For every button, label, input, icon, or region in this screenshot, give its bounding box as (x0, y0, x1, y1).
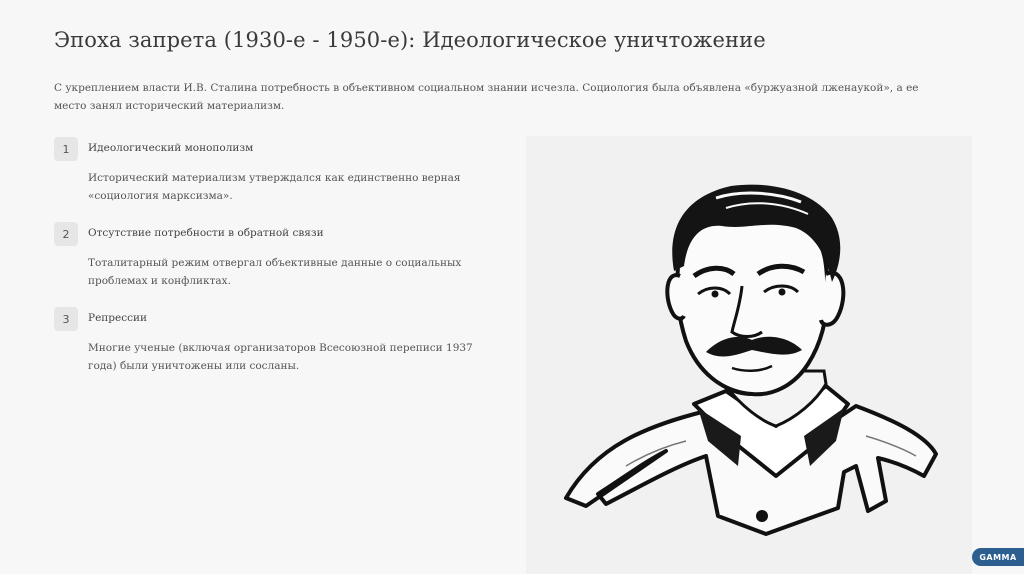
item-number-badge: 2 (54, 222, 78, 246)
list-item-1 (54, 137, 494, 207)
item-heading: Отсутствие потребности в обратной связи (88, 227, 324, 239)
item-description: Исторический материализм утверждался как единственно верная «социология марксизма». (88, 172, 461, 202)
item-number-badge: 3 (54, 307, 78, 331)
intro-paragraph: С укреплением власти И.В. Сталина потребность в объективном социальном знании исчезла. Социология была объявлена «буржуазной лженаукой», а ее место занял исторический материализм. (54, 82, 919, 112)
gamma-brand-badge[interactable]: GAMMA (972, 548, 1024, 566)
item-heading: Идеологический монополизм (88, 142, 254, 154)
item-heading: Репрессии (88, 312, 147, 324)
portrait-illustration (526, 136, 972, 574)
item-description: Тоталитарный режим отвергал объективные данные о социальных проблемах и конфликтах. (88, 257, 462, 287)
slide-title: Эпоха запрета (1930-е - 1950-е): Идеологическое уничтожение (54, 28, 766, 52)
item-description: Многие ученые (включая организаторов Всесоюзной переписи 1937 года) были уничтожены или сосланы. (88, 342, 473, 372)
list-item-2 (54, 222, 494, 292)
list-item-3 (54, 307, 494, 377)
item-number-badge: 1 (54, 137, 78, 161)
